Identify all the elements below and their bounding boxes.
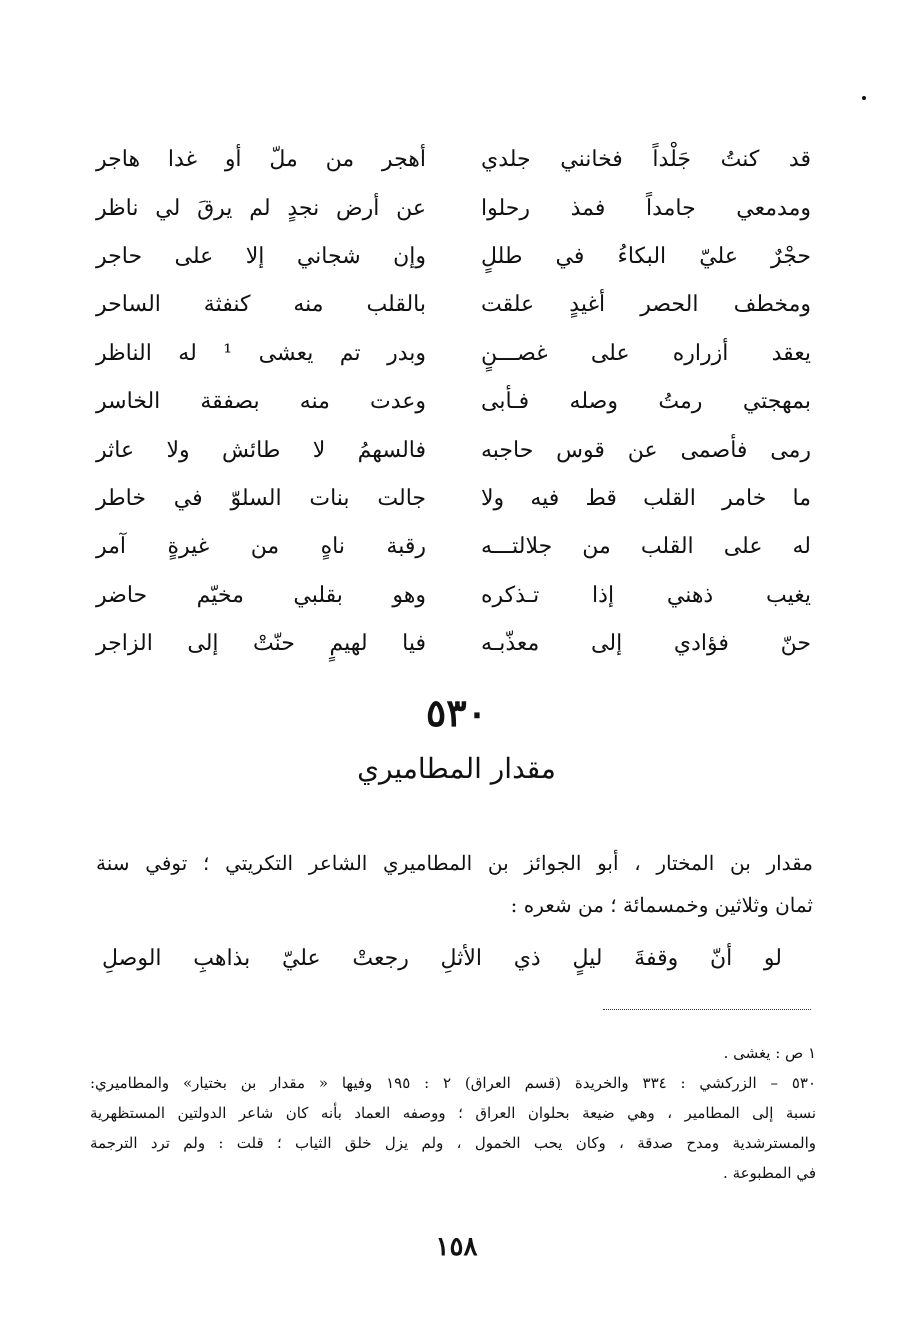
first-hemistich: يغيب ذهني إذا تـذكره: [481, 582, 811, 608]
verse-line: [96, 620, 811, 668]
verse-line: [96, 184, 811, 232]
second-hemistich: جالت بنات السلوّ في خاطر: [96, 485, 426, 511]
first-hemistich: ما خامر القلب قط فيه ولا: [481, 485, 811, 511]
verse-line: [96, 233, 811, 281]
verse-line: [96, 378, 811, 426]
verse-line: [96, 136, 811, 184]
page-number: ١٥٨: [435, 1232, 478, 1262]
footnote: نسبة إلى المطامير ، وهي ضيعة بحلوان العراق ؛ ووصفه العماد بأنه كان شاعر الدولتين المستظهرية: [90, 1104, 816, 1122]
verse-line: [96, 330, 811, 378]
footnote: ١ ص : يغشى .: [723, 1044, 816, 1062]
second-hemistich: فالسهمُ لا طائش ولا عاثر: [96, 437, 426, 463]
entry-title: مقدار المطاميري: [357, 752, 556, 785]
verse-line: [96, 475, 811, 523]
first-hemistich: ومدمعي جامداً فمذ رحلوا: [481, 195, 811, 221]
footnote: في المطبوعة .: [723, 1164, 816, 1182]
second-hemistich: فيا لهيمٍ حنّتْ إلى الزاجر: [96, 631, 426, 657]
second-hemistich: وعدت منه بصفقة الخاسر: [96, 389, 426, 415]
verse-line: [96, 572, 811, 620]
first-hemistich: قد كنتُ جَلْداً فخانني جلدي: [481, 147, 811, 173]
second-hemistich: أهجر من ملّ أو غدا هاجر: [96, 147, 426, 173]
poem: [96, 136, 811, 668]
second-hemistich: وهو بقلبي مخيّم حاضر: [96, 582, 426, 608]
footnote: ٥٣٠ – الزركشي : ٣٣٤ والخريدة (قسم العراق) ٢ : ١٩٥ وفيها « مقدار بن بختيار» والمطاميري:: [90, 1074, 816, 1092]
verse-line: [96, 523, 811, 571]
biography: [96, 842, 813, 926]
footnotes: [90, 1038, 816, 1188]
entry-number: ٥٣٠: [425, 690, 488, 735]
stray-dot: [862, 96, 866, 100]
verse-line: [96, 426, 811, 474]
opening-verse: لو أنّ وقفةَ ليلٍ ذي الأثلِ رجعتْ عليّ بذاهبِ الوصلِ: [102, 946, 782, 971]
second-hemistich: بالقلب منه كنفثة الساحر: [96, 292, 426, 318]
first-hemistich: بمهجتي رمتُ وصله فـأبى: [481, 389, 811, 415]
first-hemistich: حجْرٌ عليّ البكاءُ في طللٍ: [481, 243, 811, 269]
footnote: والمسترشدية ومدح صدقة ، وكان يحب الخمول ، ولم يزل خلق الثياب ؛ قلت : ولم ترد الترجمة: [90, 1134, 816, 1152]
second-hemistich: عن أرض نجدٍ لم يرقَ لي ناظر: [96, 195, 426, 221]
verse-line: [96, 281, 811, 329]
second-hemistich: وإن شجاني إلا على حاجر: [96, 243, 426, 269]
footnote-divider: [603, 1009, 811, 1010]
first-hemistich: حنّ فؤادي إلى معذّبـه: [481, 631, 811, 657]
second-hemistich: وبدر تم يعشى ¹ له الناظر: [96, 340, 426, 366]
biography-line: مقدار بن المختار ، أبو الجوائز بن المطاميري الشاعر التكريتي ؛ توفي سنة: [96, 851, 813, 875]
second-hemistich: رقبة ناهٍ من غيرةٍ آمر: [96, 534, 426, 560]
first-hemistich: له على القلب من جلالتـــه: [481, 534, 811, 560]
first-hemistich: يعقد أزراره على غصـــنٍ: [481, 340, 811, 366]
first-hemistich: رمى فأصمى عن قوس حاجبه: [481, 437, 811, 463]
biography-line: ثمان وثلاثين وخمسمائة ؛ من شعره :: [510, 893, 813, 917]
first-hemistich: ومخطف الحصر أغيدٍ علقت: [481, 292, 811, 318]
